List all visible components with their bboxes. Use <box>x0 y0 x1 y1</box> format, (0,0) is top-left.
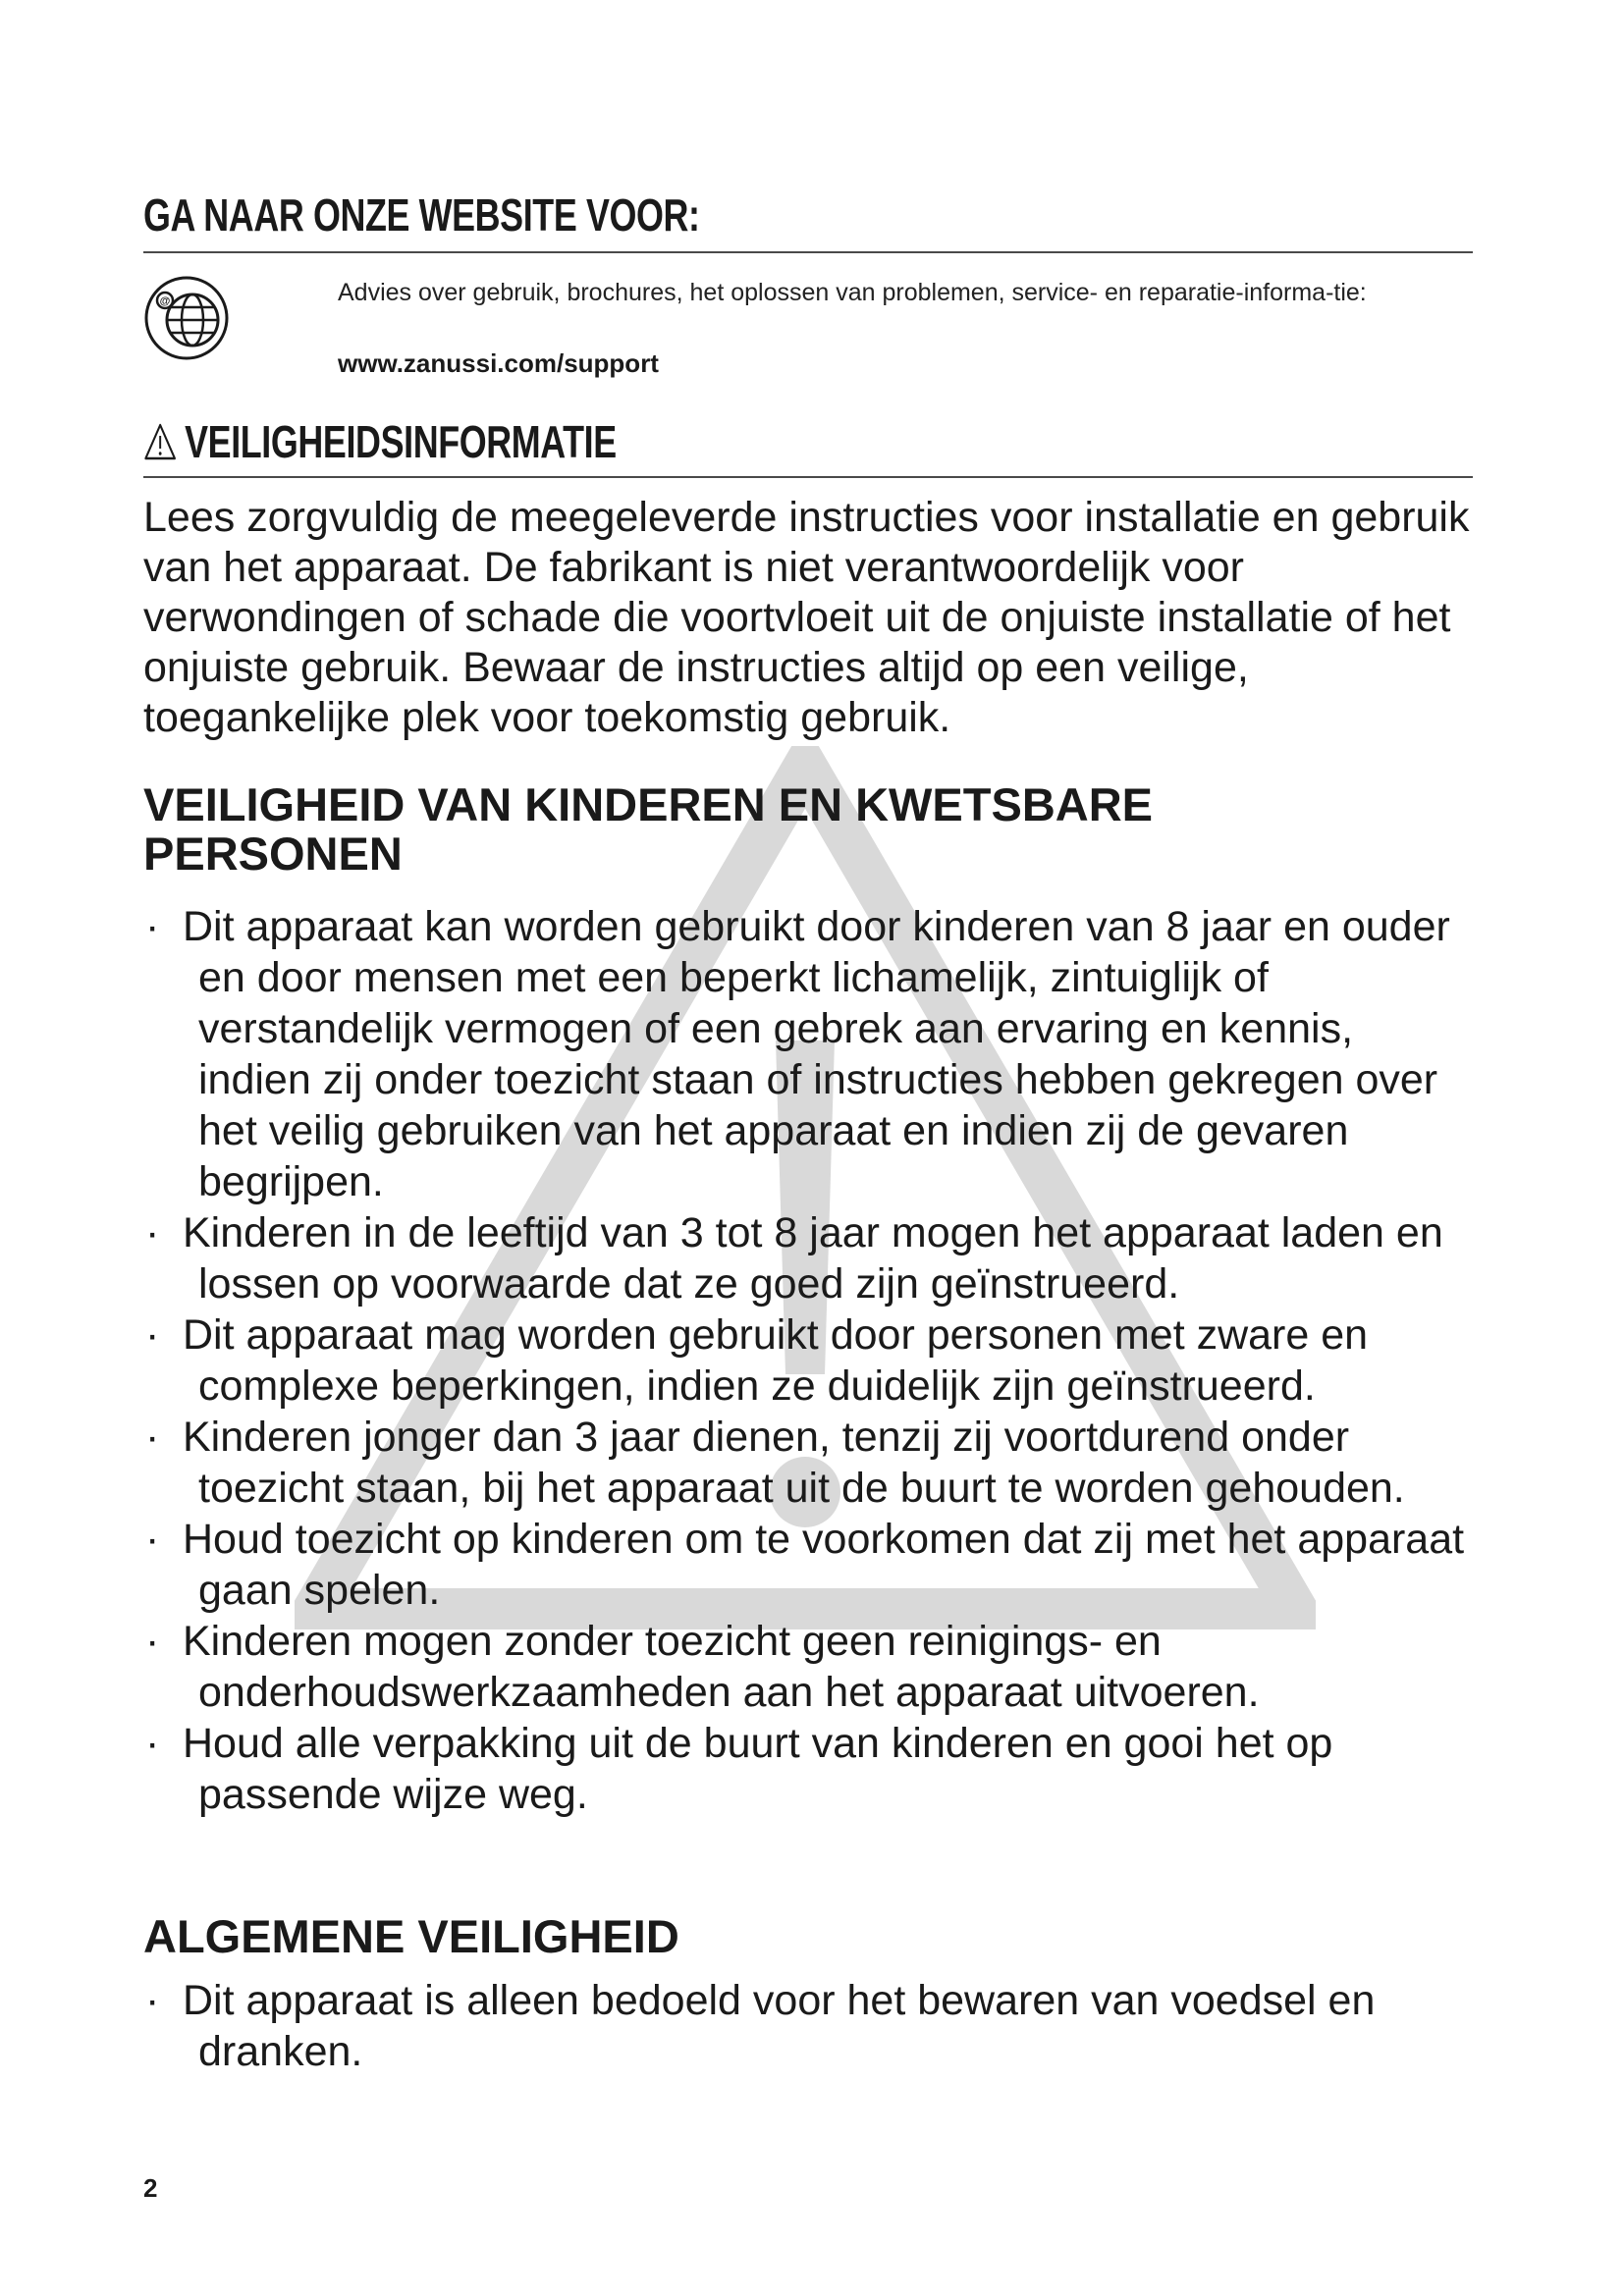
list-item-text: Kinderen mogen zonder toezicht geen reinigings- en onderhoudswerkzaamheden aan het apparaat uitvoeren. <box>183 1618 1260 1716</box>
list-item <box>143 1514 1473 1616</box>
divider <box>143 476 1473 478</box>
list-item <box>143 1412 1473 1514</box>
list-item-text: Dit apparaat mag worden gebruikt door personen met zware en complexe beperkingen, indien ze duidelijk zijn geïnstrueerd. <box>183 1311 1369 1410</box>
list-item-text: Houd alle verpakking uit de buurt van kinderen en gooi het op passende wijze weg. <box>183 1720 1333 1818</box>
list-item-text: Kinderen jonger dan 3 jaar dienen, tenzij zij voortdurend onder toezicht staan, bij het apparaat uit de buurt te worden gehouden. <box>183 1414 1405 1512</box>
advice-text: Advies over gebruik, brochures, het oplossen van problemen, service- en reparatie-informa-tie: <box>338 279 1367 306</box>
bullet-icon: · <box>145 1414 160 1461</box>
bullet-icon: · <box>145 903 160 950</box>
website-heading: GA NAAR ONZE WEBSITE VOOR: <box>143 189 700 240</box>
list-item <box>143 1718 1473 1820</box>
general-section-title: ALGEMENE VEILIGHEID <box>143 1910 679 1962</box>
bullet-icon: · <box>145 1209 160 1256</box>
globe-web-icon <box>143 275 230 361</box>
children-safety-list <box>143 901 1473 1820</box>
svg-text:@: @ <box>159 295 171 307</box>
bullet-icon: · <box>145 1618 160 1665</box>
safety-heading-label: VEILIGHEIDSINFORMATIE <box>185 416 617 467</box>
page-number: 2 <box>143 2173 158 2203</box>
general-safety-list <box>143 1975 1473 2077</box>
bullet-icon: · <box>145 1720 160 1767</box>
list-item-text: Kinderen in de leeftijd van 3 tot 8 jaar mogen het apparaat laden en lossen op voorwaarde dat ze goed zijn geïnstrueerd. <box>183 1209 1443 1308</box>
list-item-text: Dit apparaat kan worden gebruikt door kinderen van 8 jaar en ouder en door mensen met een beperkt lichamelijk, zintuiglijk of verstandelijk vermogen of een gebrek aan ervaring en kennis, indien zij onder toezicht staan of instructies hebben gekregen over het veilig gebruiken van het apparaat en indien zij de gevaren begrijpen. <box>183 903 1450 1205</box>
support-url-link[interactable]: www.zanussi.com/support <box>338 348 659 378</box>
children-section-title-line2: PERSONEN <box>143 828 403 880</box>
list-item <box>143 1616 1473 1718</box>
safety-intro-paragraph: Lees zorgvuldig de meegeleverde instructies voor installatie en gebruik van het apparaat. De fabrikant is niet verantwoordelijk voor verwondingen of schade die voortvloeit uit de onjuiste installatie of het onjuiste gebruik. Bewaar de instructies altijd op een veilige, toegankelijke plek voor toekomstig gebruik. <box>143 494 1470 741</box>
list-item <box>143 901 1473 1207</box>
list-item <box>143 1207 1473 1309</box>
list-item <box>143 1975 1473 2077</box>
children-section-title-line1: VEILIGHEID VAN KINDEREN EN KWETSBARE <box>143 778 1153 830</box>
warning-triangle-icon <box>143 422 177 461</box>
bullet-icon: · <box>145 1516 160 1563</box>
list-item <box>143 1309 1473 1412</box>
divider <box>143 251 1473 253</box>
bullet-icon: · <box>145 1311 160 1359</box>
list-item-text: Houd toezicht op kinderen om te voorkomen dat zij met het apparaat gaan spelen. <box>183 1516 1465 1614</box>
children-section-title <box>143 780 1473 879</box>
list-item-text: Dit apparaat is alleen bedoeld voor het bewaren van voedsel en dranken. <box>183 1977 1376 2075</box>
safety-heading <box>143 415 617 468</box>
bullet-icon: · <box>145 1977 160 2024</box>
